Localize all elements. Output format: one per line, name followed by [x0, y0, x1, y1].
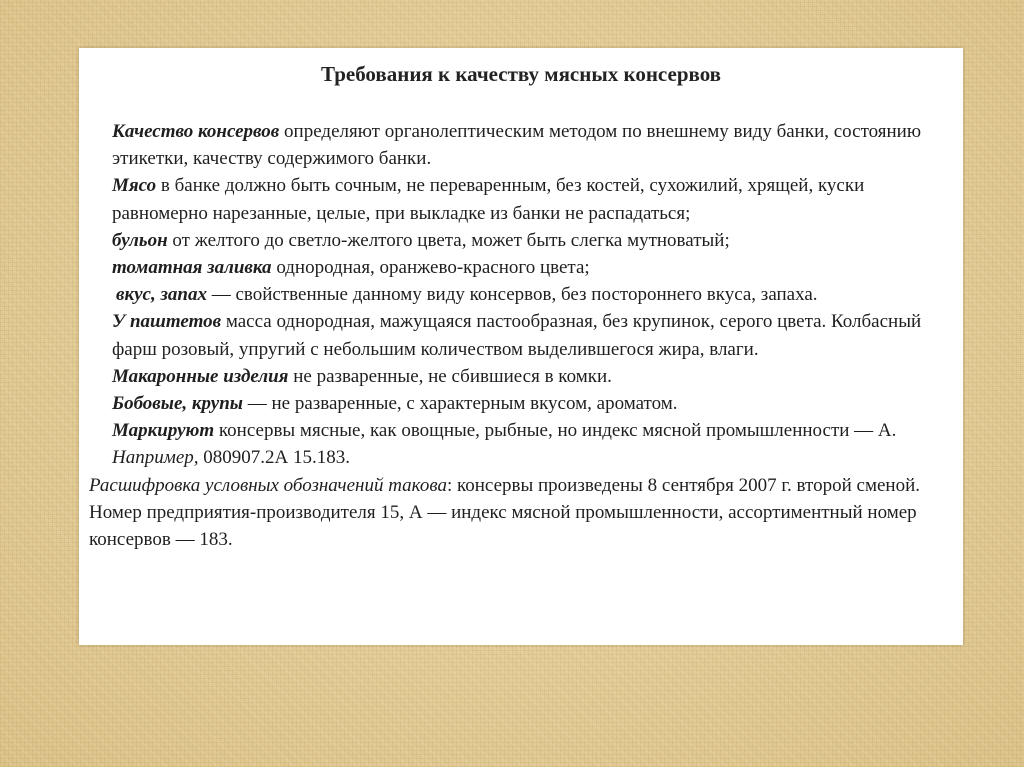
paragraph-marking: [89, 417, 961, 444]
italic-lead: Расшифровка условных обозначений такова: [89, 474, 447, 496]
paragraph-example: [89, 444, 961, 471]
paragraph-decoding: [89, 472, 961, 554]
keyword: Маркируют: [112, 420, 215, 442]
paragraph-broth: [89, 227, 961, 254]
paragraph-text: — не разваренные, с характерным вкусом, ароматом.: [242, 393, 678, 415]
paragraph-text: : консервы произведены 8 сентября 2007 г. второй сменой. Номер предприятия-производителя 15, А — индекс мясной промышленности, ассортиментный номер консервов — 183.: [89, 474, 920, 551]
content-card: [79, 48, 963, 645]
document-body: [89, 118, 961, 553]
paragraph-taste: [89, 281, 961, 308]
keyword: Качество консервов: [112, 121, 280, 142]
keyword: Макаронные изделия: [112, 365, 289, 387]
paragraph-text: — свойственные данному виду консервов, без постороннего вкуса, запаха.: [206, 284, 818, 306]
keyword: бульон: [112, 229, 168, 251]
italic-lead: Например,: [112, 447, 199, 469]
paragraph-text: масса однородная, мажущаяся пастообразная, без крупинок, серого цвета. Колбасный фарш розовый, упругий с небольшим количеством выделившегося жира, влаги.: [112, 311, 922, 360]
paragraph-pasta: [89, 363, 961, 390]
paragraph-text: однородная, оранжево-красного цвета;: [271, 257, 590, 279]
keyword: У паштетов: [112, 311, 222, 333]
paragraph-text: 080907.2А 15.183.: [198, 447, 351, 469]
keyword: Мясо: [112, 175, 157, 197]
keyword: томатная заливка: [112, 257, 272, 279]
paragraph-pate: [89, 308, 961, 362]
paragraph-meat: [89, 172, 961, 226]
keyword: вкус, запах: [116, 284, 207, 306]
paragraph-text: консервы мясные, как овощные, рыбные, но индекс мясной промышленности — А.: [214, 420, 897, 442]
paragraph-legumes: [89, 390, 961, 417]
keyword: Бобовые, крупы: [112, 393, 243, 415]
paragraph-quality: [89, 118, 961, 172]
paragraph-tomato: [89, 254, 961, 281]
page-title: Требования к качеству мясных консервов: [320, 62, 722, 86]
paragraph-text: в банке должно быть сочным, не переваренным, без костей, сухожилий, хрящей, куски равномерно нарезанные, целые, при выкладке из банки не распадаться;: [112, 175, 865, 224]
paragraph-text: не разваренные, не сбившиеся в комки.: [288, 365, 612, 387]
paragraph-text: определяют органолептическим методом по внешнему виду банки, состоянию этикетки, качеству содержимого банки.: [112, 121, 922, 170]
paragraph-text: от желтого до светло-желтого цвета, может быть слегка мутноватый;: [167, 229, 730, 251]
